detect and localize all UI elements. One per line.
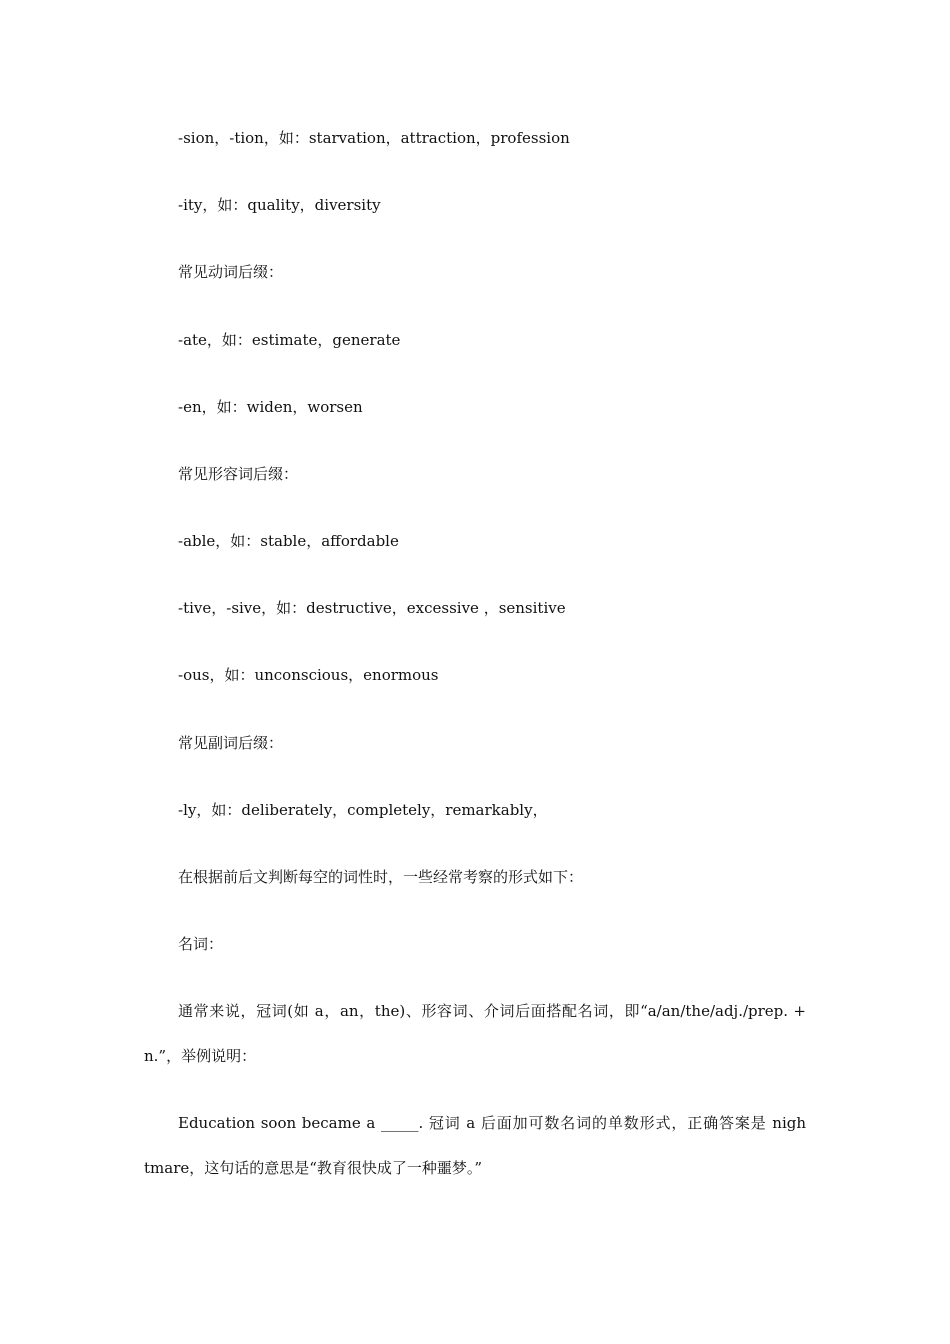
- heading-adjective-suffixes: 常见形容词后缀：: [178, 465, 299, 483]
- noun-rule-line-1: 通常来说，冠词(如 a，an，the)、形容词、介词后面搭配名词，即“a/an/the/adj./prep. +: [178, 1002, 806, 1020]
- heading-adverb-suffixes: 常见副词后缀：: [178, 734, 284, 752]
- suffix-line-ate: -ate，如：estimate，generate: [178, 331, 401, 349]
- example-line-1: Education soon became a _____. 冠词 a 后面加可数名词的单数形式，正确答案是 nigh: [178, 1114, 806, 1132]
- example-line-2: tmare，这句话的意思是“教育很快成了一种噩梦。”: [144, 1159, 483, 1177]
- suffix-line-en: -en，如：widen，worsen: [178, 398, 363, 416]
- noun-rule-line-2: n.”，举例说明：: [144, 1047, 257, 1065]
- suffix-line-ous: -ous，如：unconscious，enormous: [178, 666, 439, 684]
- heading-noun: 名词：: [178, 935, 224, 953]
- suffix-line-able: -able，如：stable，affordable: [178, 532, 399, 550]
- suffix-line-ity: -ity，如：quality，diversity: [178, 196, 381, 214]
- suffix-line-ly: -ly，如：deliberately，completely，remarkably，: [178, 801, 548, 819]
- suffix-line-tive-sive: -tive，-sive，如：destructive，excessive ，sensitive: [178, 599, 566, 617]
- heading-verb-suffixes: 常见动词后缀：: [178, 263, 284, 281]
- suffix-line-sion-tion: -sion，-tion，如：starvation，attraction，profession: [178, 129, 570, 147]
- intro-paragraph: 在根据前后文判断每空的词性时，一些经常考察的形式如下：: [178, 868, 584, 886]
